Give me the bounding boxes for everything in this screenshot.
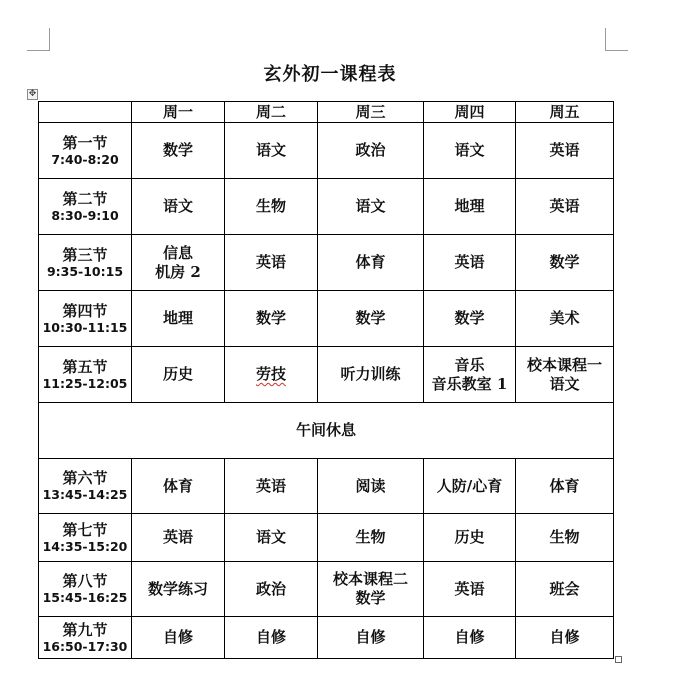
class-cell: 英语 — [516, 123, 614, 179]
class-cell: 数学 — [424, 291, 516, 347]
period-cell — [39, 235, 132, 291]
class-cell: 自修 — [225, 617, 318, 659]
period-label: 第九节 — [62, 620, 108, 639]
table-row — [39, 514, 614, 562]
class-cell: 生物 — [318, 514, 424, 562]
period-time: 7:40-8:20 — [51, 151, 119, 167]
header-row — [39, 102, 614, 123]
period-cell — [39, 459, 132, 514]
class-cell: 地理 — [424, 179, 516, 235]
class-cell — [424, 347, 516, 403]
class-cell: 人防/心育 — [424, 459, 516, 514]
class-cell: 体育 — [516, 459, 614, 514]
header-thursday: 周四 — [424, 102, 516, 123]
lunch-break-cell: 午间休息 — [39, 403, 614, 459]
period-time: 11:25-12:05 — [42, 375, 128, 391]
header-tuesday: 周二 — [225, 102, 318, 123]
class-room: 音乐教室 1 — [431, 374, 508, 393]
spellcheck-text: 劳技 — [255, 365, 286, 383]
class-cell: 英语 — [424, 235, 516, 291]
class-cell — [516, 347, 614, 403]
class-cell: 语文 — [132, 179, 225, 235]
table-row — [39, 235, 614, 291]
class-cell: 语文 — [225, 514, 318, 562]
header-monday: 周一 — [132, 102, 225, 123]
period-cell — [39, 179, 132, 235]
class-cell: 生物 — [516, 514, 614, 562]
period-label: 第五节 — [62, 357, 108, 376]
class-cell: 听力训练 — [318, 347, 424, 403]
class-cell: 历史 — [424, 514, 516, 562]
class-cell: 体育 — [318, 235, 424, 291]
class-cell: 语文 — [318, 179, 424, 235]
table-row — [39, 617, 614, 659]
period-label: 第二节 — [62, 189, 108, 208]
class-name: 信息 — [162, 243, 193, 262]
resize-handle-icon[interactable] — [615, 656, 622, 663]
class-cell: 数学 — [132, 123, 225, 179]
class-cell: 历史 — [132, 347, 225, 403]
class-cell: 英语 — [132, 514, 225, 562]
header-corner — [39, 102, 132, 123]
table-row — [39, 123, 614, 179]
class-room: 机房 2 — [155, 262, 201, 281]
class-cell: 数学练习 — [132, 562, 225, 617]
period-time: 9:35-10:15 — [46, 263, 124, 279]
table-row — [39, 347, 614, 403]
class-cell: 数学 — [516, 235, 614, 291]
period-cell — [39, 291, 132, 347]
class-name: 校本课程一 — [526, 355, 602, 374]
period-label: 第七节 — [62, 520, 108, 539]
table-row — [39, 291, 614, 347]
class-cell: 美术 — [516, 291, 614, 347]
period-label: 第四节 — [62, 301, 108, 320]
class-cell — [225, 347, 318, 403]
period-label: 第六节 — [62, 469, 108, 487]
header-wednesday: 周三 — [318, 102, 424, 123]
period-cell — [39, 514, 132, 562]
class-subject: 语文 — [549, 374, 580, 393]
period-time: 15:45-16:25 — [42, 590, 128, 605]
class-cell: 地理 — [132, 291, 225, 347]
period-cell — [39, 562, 132, 617]
period-cell — [39, 617, 132, 659]
period-time: 16:50-17:30 — [42, 638, 128, 654]
crop-mark-top-right — [605, 28, 628, 51]
page-title: 玄外初一课程表 — [263, 64, 397, 85]
period-cell — [39, 347, 132, 403]
period-label: 第八节 — [62, 572, 108, 590]
period-label: 第一节 — [62, 133, 108, 152]
class-cell: 自修 — [318, 617, 424, 659]
period-time: 10:30-11:15 — [42, 319, 128, 335]
class-cell: 英语 — [225, 235, 318, 291]
class-cell: 阅读 — [318, 459, 424, 514]
crop-mark-top-left — [27, 28, 50, 51]
class-cell: 生物 — [225, 179, 318, 235]
lunch-row — [39, 403, 614, 459]
class-name: 校本课程二 — [332, 570, 408, 588]
class-name: 音乐 — [454, 355, 485, 374]
class-subject: 数学 — [355, 589, 386, 607]
table-row — [39, 459, 614, 514]
class-cell: 英语 — [516, 179, 614, 235]
class-cell — [318, 562, 424, 617]
class-cell: 体育 — [132, 459, 225, 514]
class-cell: 语文 — [424, 123, 516, 179]
table-row — [39, 179, 614, 235]
class-cell: 自修 — [132, 617, 225, 659]
class-cell: 班会 — [516, 562, 614, 617]
class-cell — [132, 235, 225, 291]
period-label: 第三节 — [62, 245, 108, 264]
class-cell: 数学 — [225, 291, 318, 347]
class-cell: 自修 — [424, 617, 516, 659]
class-cell: 数学 — [318, 291, 424, 347]
period-time: 8:30-9:10 — [51, 207, 119, 223]
class-cell: 语文 — [225, 123, 318, 179]
period-time: 13:45-14:25 — [42, 487, 128, 502]
period-time: 14:35-15:20 — [42, 538, 128, 554]
schedule-table — [38, 101, 614, 659]
class-cell: 自修 — [516, 617, 614, 659]
header-friday: 周五 — [516, 102, 614, 123]
class-cell: 英语 — [424, 562, 516, 617]
table-row — [39, 562, 614, 617]
class-cell: 政治 — [225, 562, 318, 617]
period-cell — [39, 123, 132, 179]
class-cell: 英语 — [225, 459, 318, 514]
move-icon[interactable]: ✥ — [28, 89, 37, 99]
class-cell: 政治 — [318, 123, 424, 179]
